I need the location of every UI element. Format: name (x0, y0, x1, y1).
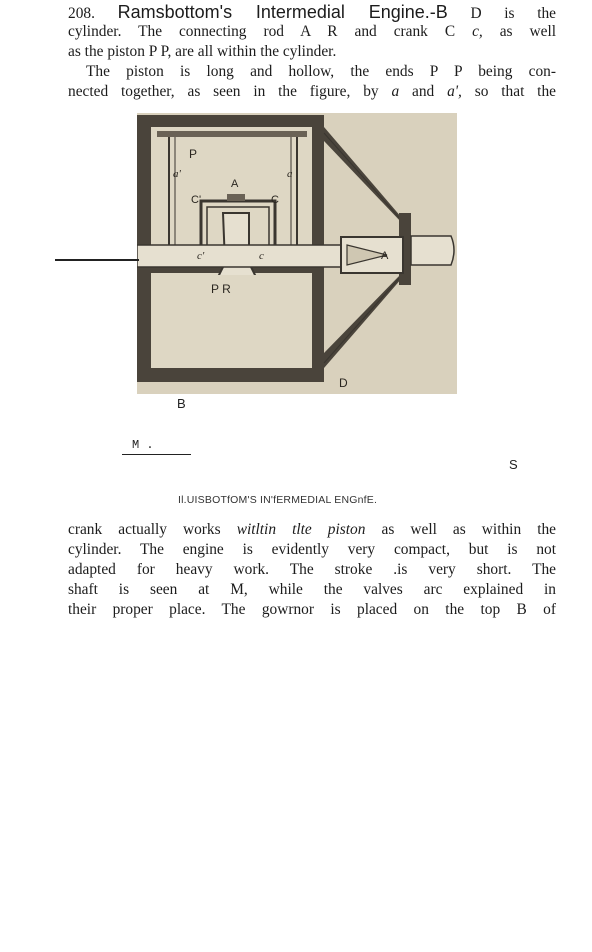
label-PR: P R (211, 282, 231, 296)
label-C-prime: C' (191, 194, 202, 206)
paragraph-line (68, 22, 556, 42)
paragraph-line (68, 82, 556, 102)
text-run: crank actually works (68, 521, 221, 538)
paragraph-208 (68, 2, 556, 62)
italic-run: a', (447, 83, 462, 100)
text-run: and (411, 83, 435, 100)
label-a: a (287, 168, 293, 180)
shaft-end (411, 236, 454, 265)
label-c: c (259, 250, 264, 262)
cylinder-bottom-wall (137, 368, 323, 382)
paragraph-crank (68, 520, 556, 620)
label-D: D (339, 376, 348, 390)
label-A-right: A (381, 250, 389, 262)
label-P: P (189, 147, 198, 161)
heading-continuation: D is the (470, 5, 556, 22)
paragraph-line: their proper place. The gowrnor is placed on the top B of (68, 601, 556, 618)
main-shaft (137, 245, 351, 267)
underline-M (122, 454, 191, 455)
italic-run: witltin tlte piston (236, 521, 366, 538)
engine-figure (137, 113, 457, 394)
pointer-line (55, 259, 139, 261)
italic-run: a (391, 83, 400, 100)
paragraph-line (68, 520, 556, 540)
italic-run: c, (472, 23, 483, 40)
crank-pin-A (227, 194, 245, 201)
label-A: A (231, 178, 239, 190)
text-run: cylinder. The connecting rod A R and crank C (68, 23, 456, 40)
text-run: nected together, as seen in the figure, by (68, 83, 379, 100)
figure-caption: Il.UISBOTfOM'S IN'fERMEDIAL ENGnfE. (178, 494, 378, 506)
piston-top (157, 131, 307, 137)
section-number: 208. (68, 5, 95, 22)
label-a-prime: a' (173, 168, 181, 180)
label-C: C (271, 194, 279, 206)
label-S: S (509, 457, 518, 472)
paragraph-piston (68, 62, 556, 102)
label-c-prime: c' (197, 250, 205, 262)
text-run: as well (499, 23, 556, 40)
paragraph-line: shaft is seen at M, while the valves arc explained in (68, 581, 556, 598)
paragraph-line: adapted for heavy work. The stroke .is very short. The (68, 561, 556, 578)
label-B: B (177, 396, 186, 411)
text-run: as well as within the (381, 521, 556, 538)
lower-chamber (151, 275, 312, 368)
cylinder-top-wall (137, 115, 323, 127)
paragraph-line: The piston is long and hollow, the ends P P being con- (86, 63, 556, 80)
text-run: so that the (474, 83, 556, 100)
label-M: M . (132, 438, 154, 452)
engine-diagram (137, 113, 457, 394)
paragraph-line: cylinder. The engine is evidently very compact, but is not (68, 541, 556, 558)
section-heading: Ramsbottom's Intermedial Engine.-B (117, 2, 448, 22)
paragraph-line: as the piston P P, are all within the cylinder. (68, 43, 337, 60)
paragraph-line (68, 2, 556, 22)
